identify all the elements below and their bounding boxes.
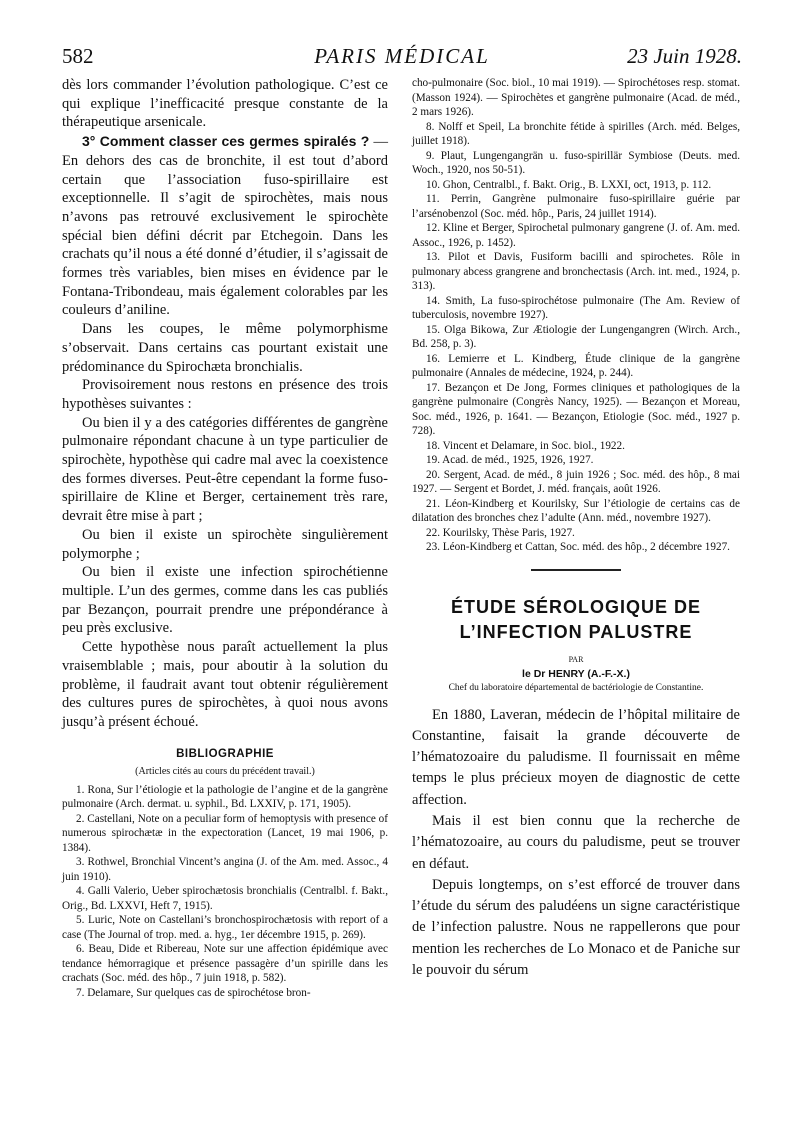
author: le Dr HENRY (A.-F.-X.) [522, 667, 630, 680]
reference: 5. Luric, Note on Castellani’s bronchospirochætosis with report of a case (The Journal of trop. med. a. hyg., 1er décembre 1915, p. 269). [62, 914, 388, 941]
reference: 13. Pilot et Davis, Fusiform bacilli and spirochetes. Rôle in pulmonary abcess grangrene and bronchectasis (Arch. int. med., 1924, p. 313). [412, 251, 740, 292]
reference: 9. Plaut, Lungengangrän u. fuso-spirillär Symbiose (Deuts. med. Woch., 1920, nos 50-51). [412, 149, 740, 176]
reference: 7. Delamare, Sur quelques cas de spirochétose bron- [76, 986, 311, 999]
article-paragraph: En 1880, Laveran, médecin de l’hôpital militaire de Constantine, faisait la grande découverte de l’hématozoaire du paludisme. Il fournissait en même temps le plus précieux moyen de diagnostic de cette affection. [412, 706, 740, 808]
article-paragraph: Depuis longtemps, on s’est efforcé de trouver dans l’étude du sérum des paludéens un signe caractéristique de l’infection palustre. Nous ne rappellerons que pour mention les recherches de Lo Monaco et de Paniche sur le pouvoir du sérum [412, 876, 740, 979]
article-paragraph: Mais il est bien connu que la recherche de l’hématozoaire, au cours du paludisme, peut se trouver en défaut. [412, 812, 740, 872]
page-header [62, 44, 742, 70]
paragraph: Cette hypothèse nous paraît actuellement la plus vraisemblable ; mais, pour aboutir à la solution du problème, il faudrait avant tout obtenir régulièrement des cultures pures de spirochètes, à quoi nous avons jusqu’à présent échoué. [62, 639, 388, 730]
reference: 18. Vincent et Delamare, in Soc. biol., 1922. [426, 439, 625, 452]
reference: 4. Galli Valerio, Ueber spirochætosis bronchialis (Centralbl. f. Bakt., Orig., Bd. LXXVI, Heft 7, 1915). [62, 885, 388, 912]
paragraph: Dans les coupes, le même polymorphisme s’observait. Dans certains cas pourtant existait une prédominance du Spirochæta bronchialis. [62, 321, 388, 375]
issue-date: 23 Juin 1928. [627, 44, 742, 68]
reference: 8. Nolff et Speil, La bronchite fétide à spirilles (Arch. méd. Belges, juillet 1918). [412, 120, 740, 147]
reference: 21. Léon-Kindberg et Kourilsky, Sur l’étiologie de certains cas de dilatation des bronches chez l’adulte (Ann. méd., novembre 1927). [412, 497, 740, 524]
reference-continuation: cho-pulmonaire (Soc. biol., 10 mai 1919). — Spirochétoses resp. stomat. (Masson 1924). — Spirochètes et gangrène pulmonaire (Acad. de méd., 2 mars 1926). [412, 77, 740, 118]
reference: 1. Rona, Sur l’étiologie et la pathologie de l’angine et de la gangrène pulmonaire (Arch. dermat. u. syphil., Bd. LXXIV, p. 171, 1905). [62, 783, 388, 811]
hypothesis-1: Ou bien il y a des catégories différentes de gangrène pulmonaire répondant chacune à un type particulier de spirochète, hypothèse qui cadre mal avec la coexistence des formes diverses. Peut-être cependant la forme fuso-spirillaire de Kline et Berger, certainement très rare, devrait être mise à part ; [62, 414, 388, 525]
reference: 3. Rothwel, Bronchial Vincent’s angina (J. of the Am. med. Assoc., 4 juin 1910). [62, 856, 388, 883]
bibliography-heading: BIBLIOGRAPHIE [176, 747, 274, 760]
byline-par: PAR [568, 654, 584, 664]
article-title-line-1: ÉTUDE SÉROLOGIQUE DE [450, 596, 702, 617]
reference: 2. Castellani, Note on a peculiar form of hemoptysis with presence of numerous spirochætæ in the expectoration (Lancet, 19 mai 1906, p. 1384). [62, 812, 388, 854]
left-column [62, 76, 388, 1000]
reference: 22. Kourilsky, Thèse Paris, 1927. [426, 526, 575, 539]
hypothesis-2: Ou bien il existe un spirochète singulièrement polymorphe ; [62, 526, 388, 562]
question-3-heading: 3° Comment classer ces germes spiralés ? [82, 133, 370, 150]
paragraph: dès lors commander l’évolution pathologique. C’est ce qui explique l’inefficacité presque constante de la thérapeutique arsenicale. [62, 77, 388, 131]
journal-title: PARIS MÉDICAL [314, 44, 490, 68]
reference: 6. Beau, Dide et Ribereau, Note sur une affection épidémique avec tendance hémorragique et présence passagère d’un spirille dans les crachats (Soc. méd. des hôp., 7 juin 1918, p. 582). [62, 943, 388, 985]
reference: 23. Léon-Kindberg et Cattan, Soc. méd. des hôp., 2 décembre 1927. [426, 541, 730, 553]
bibliography-list-left [62, 783, 388, 1001]
article-title [412, 595, 740, 645]
reference: 20. Sergent, Acad. de méd., 8 juin 1926 ; Soc. méd. des hôp., 8 mai 1927. — Sergent et Bordet, J. méd. français, août 1926. [412, 468, 740, 495]
reference: 16. Lemierre et L. Kindberg, Étude clinique de la gangrène pulmonaire (Annales de médecine, 1924, p. 244). [412, 352, 740, 379]
reference: 17. Bezançon et De Jong, Formes cliniques et pathologiques de la gangrène pulmonaire (Congrès Nancy, 1925). — Bezançon et Moreau, Soc. méd., 1926, p. 1641. — Bezançon, Etiologie (Soc. méd., 1927 p. 728). [412, 381, 740, 437]
question-3-paragraph: 3° Comment classer ces germes spiralés ? — En dehors des cas de bronchite, il est tout d’abord certain que l’association fuso-spirillaire est exceptionnelle. Il s’agit de spirochètes, mais nous n’avons pas retrouvé exclusivement le spirochète spécial bien défini décrit par Etchegoin. Dans les crachats qu’il nous a été donné d’étudier, il s’agissait de formes très variables, bien mises en évidence par le Fontana-Tribondeau, mais également colorables par les couleurs d’aniline. [62, 133, 388, 319]
hypothesis-3: Ou bien il existe une infection spirochétienne multiple. L’un des germes, comme dans les cas publiés par Bezançon, pourrait prendre une prépondérance à peu près exclusive. [62, 564, 388, 637]
bibliography-list-right [412, 76, 740, 555]
right-column [412, 76, 740, 981]
article-title-line-2: L’INFECTION PALUSTRE [459, 621, 693, 642]
reference: 19. Acad. de méd., 1925, 1926, 1927. [426, 454, 594, 466]
paragraph: Provisoirement nous restons en présence des trois hypothèses suivantes : [62, 377, 388, 412]
reference: 14. Smith, La fuso-spirochétose pulmonaire (The Am. Review of tuberculosis, novembre 1927). [412, 294, 740, 321]
reference: 10. Ghon, Centralbl., f. Bakt. Orig., B. LXXI, oct, 1913, p. 112. [426, 178, 712, 191]
bibliography-note: (Articles cités au cours du précédent travail.) [135, 765, 315, 777]
reference: 12. Kline et Berger, Spirochetal pulmonary gangrene (J. of. Am. med. Assoc., 1926, p. 1452). [412, 222, 740, 249]
reference: 11. Perrin, Gangrène pulmonaire fuso-spirillaire guérie par l’arsénobenzol (Soc. méd. hôp., Paris, 24 juillet 1914). [412, 193, 740, 220]
author-affiliation: Chef du laboratoire départemental de bactériologie de Constantine. [448, 682, 704, 693]
section-divider [531, 569, 621, 571]
page-number: 582 [62, 44, 94, 68]
reference: 15. Olga Bikowa, Zur Ætiologie der Lungengangren (Wirch. Arch., Bd. 258, p. 3). [412, 323, 740, 350]
